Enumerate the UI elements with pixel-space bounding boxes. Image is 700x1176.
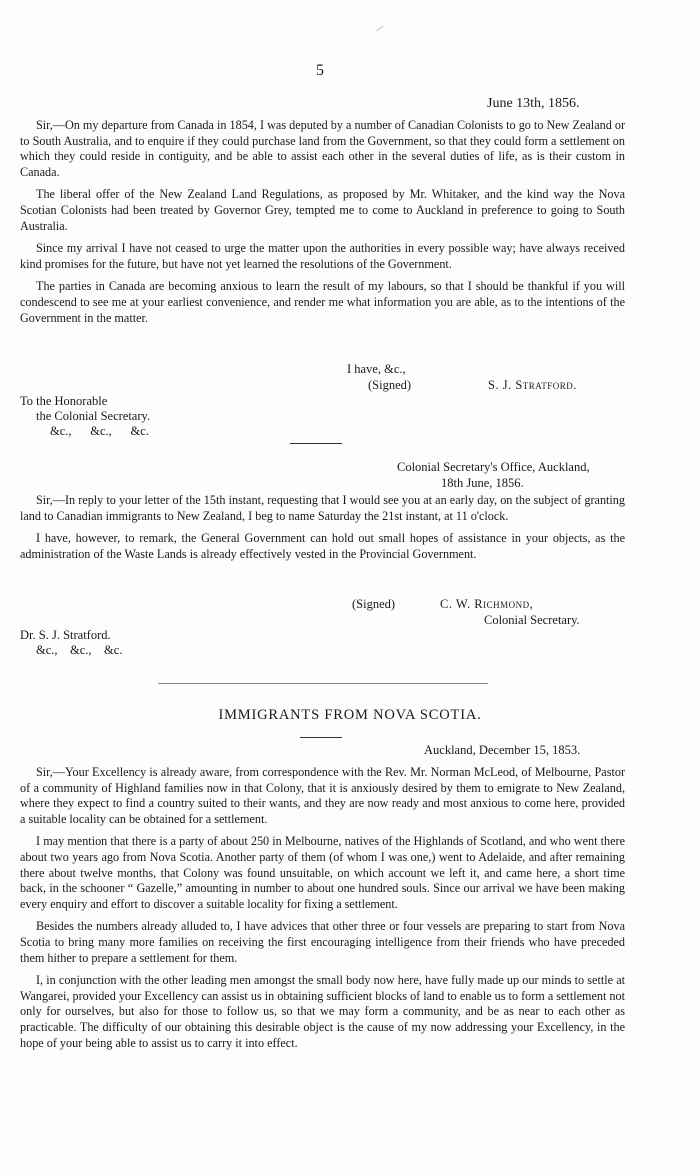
letter3-paragraph-3: Besides the numbers already alluded to, I have advices that other three or four vessels are preparing to start from Nova Scotia to bring many more families on receiving the first encouraging intelligence from their friends who have preceded them hither to prepare a settlement for them.: [20, 919, 625, 965]
letter1-address-1: To the Honorable: [20, 394, 108, 408]
letter3-body: [20, 765, 625, 1051]
letter1-signed: (Signed): [368, 378, 412, 392]
letter3-paragraph-1: Sir,—Your Excellency is already aware, from correspondence with the Rev. Mr. Norman McLeod, of Melbourne, Pastor of a community of Highland families now in that Colony, that it is anxiously desired by them to emigrate to New Zealand, where they expect to find a country suited to their wants, and they are now ready and most anxious to come here, provided a suitable locality can be obtained for a settlement.: [20, 765, 625, 826]
letter2-address-1: Dr. S. J. Stratford.: [20, 628, 111, 642]
letter3-paragraph-4: I, in conjunction with the other leading men amongst the small body now here, have fully made up our minds to settle at Wangarei, provided your Excellency can assist us in obtaining sufficient blocks of land to enable us to form a settlement not only for ourselves, but also for those to follow us, so that we may form a community, and be as near to each other as practicable. The difficulty of our obtaining this desirable object is the cause of my now addressing your Excellency, in the hope of your being able to assist us to carry it into effect.: [20, 973, 625, 1050]
letter1-paragraph-3: Since my arrival I have not ceased to urge the matter upon the authorities in every possible way; have always received kind promises for the future, but have not yet learned the resolutions of the Government.: [20, 241, 625, 271]
letter1-paragraph-4: The parties in Canada are becoming anxious to learn the result of my labours, so that I should be thankful if you will condescend to see me at your earliest convenience, and render me what information you are able, as to the intentions of the Government in the matter.: [20, 279, 625, 325]
letter3-paragraph-2: I may mention that there is a party of about 250 in Melbourne, natives of the Highlands of Scotland, and who went there about two years ago from Nova Scotia. Another party of them (of whom I was one,) went to Adelaide, and after remaining there about twelve months, that Colony was found unsuitable, on which account we left it, and came here, a short time back, in the schooner “ Gazelle,” amounting in number to about one hundred souls. Since our arrival we have been making every enquiry and effort to discover a suitable locality for fixing a settlement.: [20, 834, 625, 911]
letter1-paragraph-2: The liberal offer of the New Zealand Land Regulations, as proposed by Mr. Whitaker, and the kind way the Nova Scotian Colonists had been treated by Governor Grey, tempted me to come to Auckland in preference to going to South Australia.: [20, 187, 625, 233]
letter2-place: Colonial Secretary's Office, Auckland,: [397, 460, 590, 474]
letter2-body: [20, 493, 625, 562]
letter1-date: June 13th, 1856.: [487, 96, 580, 111]
divider-heading: [300, 737, 342, 738]
letter2-paragraph-1: Sir,—In reply to your letter of the 15th instant, requesting that I would see you at an early day, on the subject of granting land to Canadian immigrants to New Zealand, I beg to name Saturday the 21st instant, at 11 o'clock.: [20, 493, 625, 523]
letter2-paragraph-2: I have, however, to remark, the General Government can hold out small hopes of assistance in your objects, as the administration of the Waste Lands is already effectively vested in the Provincial Government.: [20, 531, 625, 561]
stray-mark: [376, 26, 384, 32]
letter1-closing: I have, &c.,: [347, 362, 406, 376]
divider-short: [290, 443, 342, 444]
letter1-address-3: &c., &c., &c.: [50, 424, 149, 438]
divider-long: [158, 683, 488, 684]
letter2-signature: C. W. Richmond,: [440, 597, 534, 611]
letter1-paragraph-1: Sir,—On my departure from Canada in 1854, I was deputed by a number of Canadian Colonists to go to New Zealand or to South Australia, and to enquire if they could purchase land from the Government, so that they could form a settlement on which they could reside in contiguity, and be able to assist each other in the several duties of life, as is their custom in Canada.: [20, 118, 625, 179]
letter2-address-2: &c., &c., &c.: [36, 643, 123, 657]
letter1-signature: S. J. Stratford.: [488, 378, 577, 392]
letter2-signed: (Signed): [352, 597, 396, 611]
page-number: 5: [316, 62, 324, 79]
letter2-date: 18th June, 1856.: [441, 476, 524, 490]
letter1-address-2: the Colonial Secretary.: [36, 409, 151, 423]
letter2-title: Colonial Secretary.: [484, 613, 580, 627]
letter3-date: Auckland, December 15, 1853.: [424, 743, 581, 757]
section-heading: IMMIGRANTS FROM NOVA SCOTIA.: [218, 707, 482, 723]
letter1-body: [20, 118, 625, 326]
